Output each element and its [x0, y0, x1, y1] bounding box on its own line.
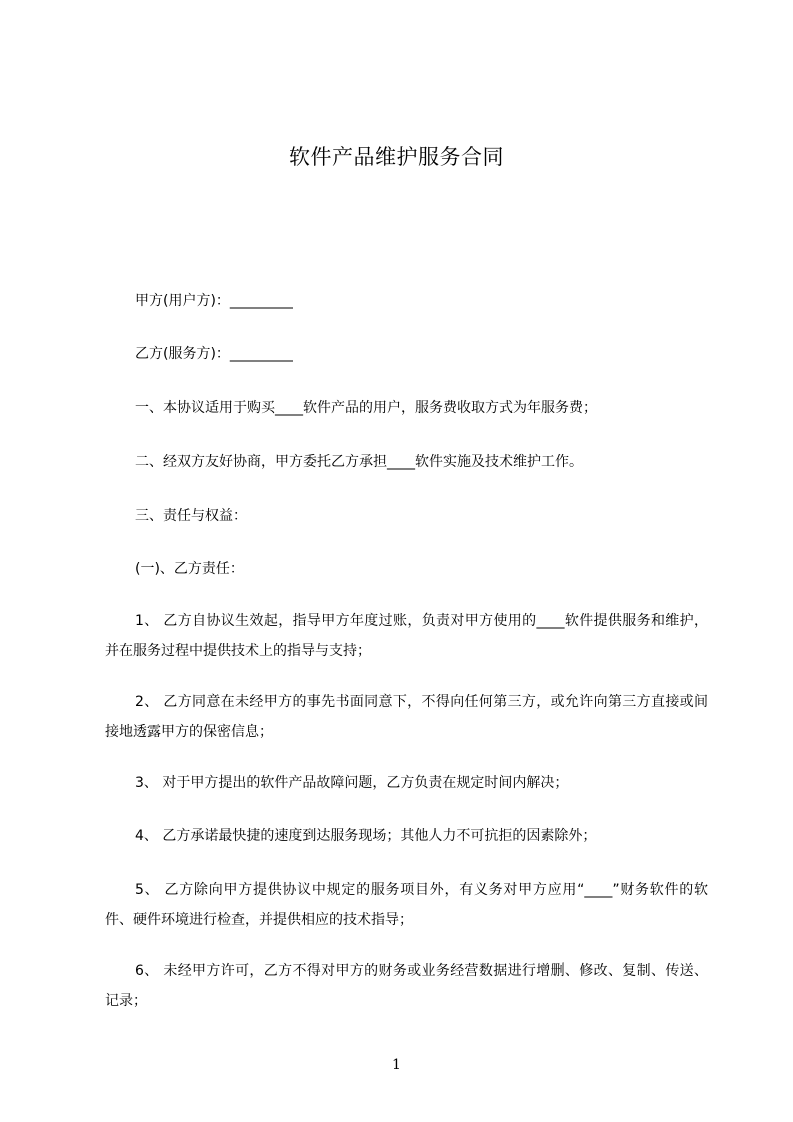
party-a-line: 甲方(用户方)：_________	[135, 293, 293, 309]
clause-2: 二、经双方友好协商，甲方委托乙方承担____软件实施及技术维护工作。	[135, 454, 583, 470]
contract-title: 软件产品维护服务合同	[289, 145, 504, 169]
clause-3-heading: 三、责任与权益：	[135, 508, 247, 524]
list-item: 5、 乙方除向甲方提供协议中规定的服务项目外，有义务对甲方应用“____”财务软件的软件、硬件环境进行检查，并提供相应的技术指导；	[105, 882, 708, 928]
clause-1: 一、本协议适用于购买____软件产品的用户，服务费收取方式为年服务费；	[135, 400, 597, 416]
party-b-line: 乙方(服务方)：_________	[135, 346, 293, 362]
page-number: 1	[392, 1057, 401, 1073]
list-item: 1、 乙方自协议生效起，指导甲方年度过账，负责对甲方使用的____软件提供服务和维护，并在服务过程中提供技术上的指导与支持；	[105, 613, 708, 659]
list-item: 4、 乙方承诺最快捷的速度到达服务现场；其他人力不可抗拒的因素除外；	[135, 828, 597, 844]
list-item: 6、 未经甲方许可，乙方不得对甲方的财务或业务经营数据进行增删、修改、复制、传送、记录；	[105, 963, 708, 1009]
list-item: 2、 乙方同意在未经甲方的事先书面同意下，不得向任何第三方，或允许向第三方直接或间接地透露甲方的保密信息；	[105, 694, 708, 740]
list-item: 3、 对于甲方提出的软件产品故障问题，乙方负责在规定时间内解决；	[135, 775, 569, 791]
section-b-heading: (一)、乙方责任：	[135, 561, 244, 577]
